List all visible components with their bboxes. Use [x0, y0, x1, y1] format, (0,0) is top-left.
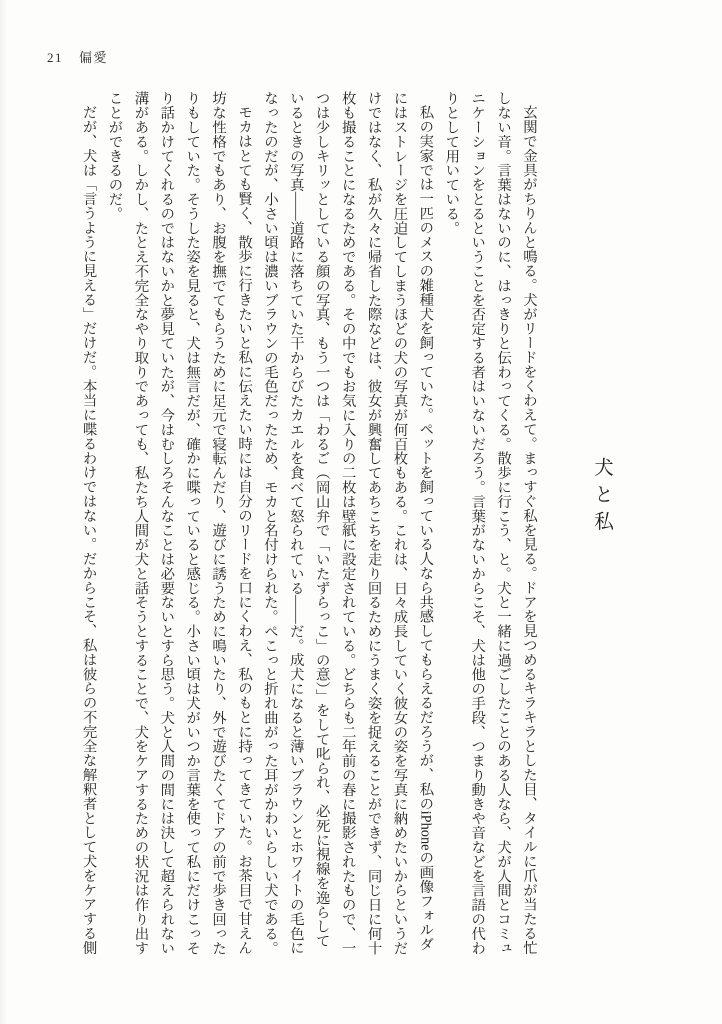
paragraph-1: 玄関で金具がちりんと鳴る。犬がリードをくわえて。まっすぐ私を見る。ドアを見つめるキラキラとした目、タイルに爪が当たる忙しない音。言葉はないのに、はっきりと伝わってくる。散歩に行こう、と。犬と一緒に過ごしたことのある人なら、犬が人間とコミュニケーションをとるということを否定する者はいないだろう。言葉がないからこそ、犬は他の手段、つまり動きや音などを言語の代わりとして用いている。: [443, 91, 537, 955]
running-title: 偏愛: [79, 50, 109, 65]
running-header: [47, 47, 108, 66]
essay-title: 犬と私: [591, 457, 612, 538]
page-number: 21: [47, 50, 63, 65]
paragraph-2: 私の実家では一匹のメスの雑種犬を飼っていた。ペットを飼っている人なら共感してもらえるだろうが、私のiPhoneの画像フォルダにはストレージを圧迫してしまうほどの犬の写真が何百枚もある。これは、日々成長していく彼女の姿を写真に納めたいからというだけではなく、私が久々に帰省した際などは、彼女が興奮してあちこちを走り回るためにうまく姿を捉えることができず、同じ日に何十枚も撮ることになるためである。その中でもお気に入りの二枚は壁紙に設定されている。どちらも二年前の春に撮影されたもので、一つは少しキリッとしている顔の写真、もう一つは「わるご（岡山弁で「いたずらっこ」の意）」をして叱られ、必死に視線を逸らしているときの写真――道路に落ちていた干からびたカエルを食べて怒られている――だ。成犬になると薄いブラウンとホワイトの毛色になったのだが、小さい頃は濃いブラウンの毛色だったため、モカと名付けられた。ぺこっと折れ曲がった耳がかわいらしい犬である。: [261, 91, 434, 955]
paragraph-4: だが、犬は「言うように見える」だけだ。本当に喋るわけではない。だからこそ、私は彼らの不完全な解釈者として犬をケアする側: [80, 105, 97, 955]
essay-body: [46, 91, 541, 957]
paragraph-3: モカはとても賢く、散歩に行きたいと私に伝えたい時には自分のリードを口にくわえ、私のもとに持ってきていた。お茶目で甘えん坊な性格でもあり、お腹を撫でてもらうために足元で寝転んだり、遊びに誘うために鳴いたり、外で遊びたくてドアの前で歩き回ったりもしていた。そうした姿を見ると、犬は無言だが、確かに喋っていると感じる。小さい頃は犬がいつか言葉を使って私にだけこっそり話かけてくれるのではないかと夢見ていたが、今はむしろそんなことは必要ないとすら思う。犬と人間の間には決して超えられない溝がある。しかし、たとえ不完全なやり取りであっても、私たち人間が犬と話そうとすることで、犬をケアするための状況は作り出すことができるのだ。: [106, 91, 253, 955]
